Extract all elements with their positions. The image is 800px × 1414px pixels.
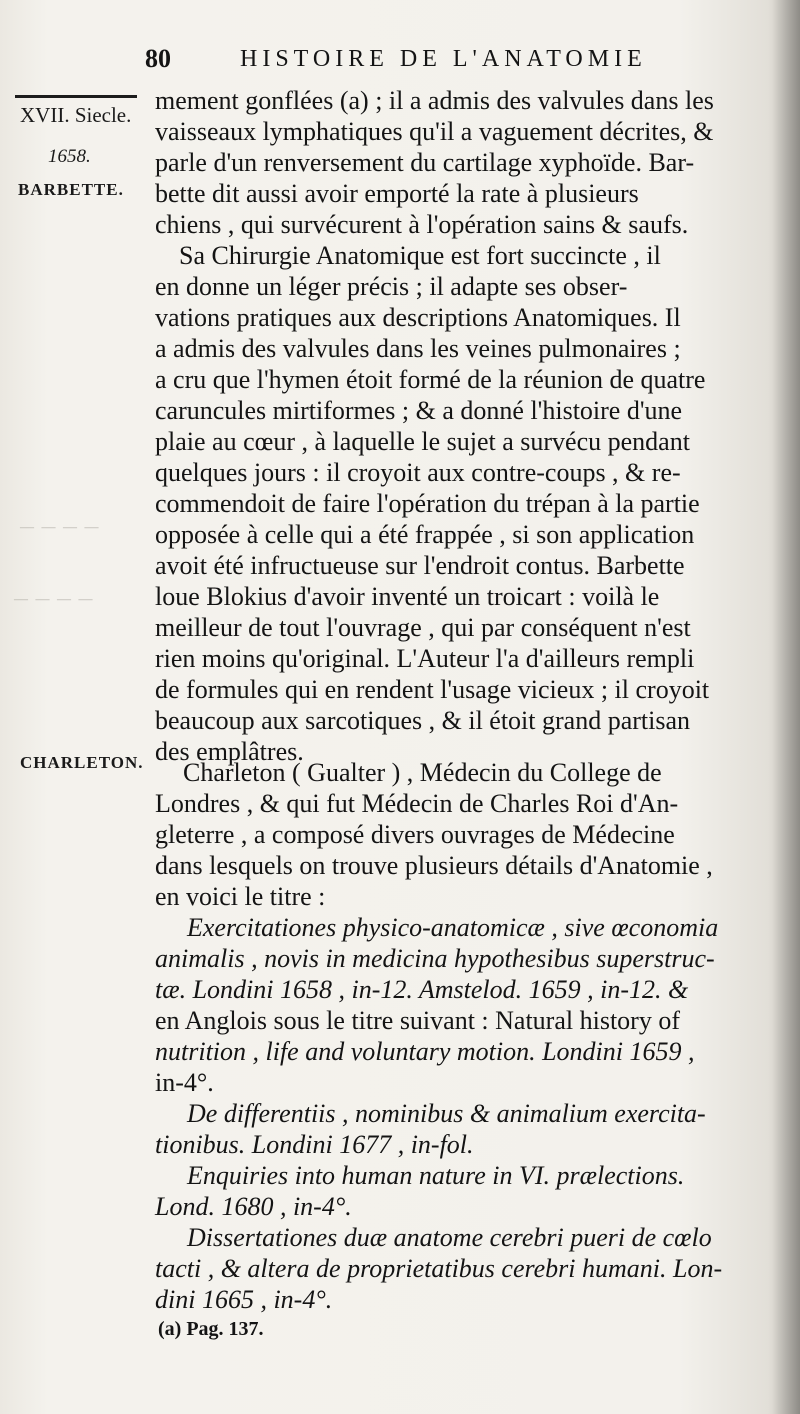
- text-line: Londres , & qui fut Médecin de Charles Roi d'An-: [155, 789, 679, 818]
- page-number: 80: [145, 44, 171, 73]
- text-line: de formules qui en rendent l'usage vicieux ; il croyoit: [155, 675, 710, 704]
- text-line: avoit été infructueuse sur l'endroit contus. Barbette: [155, 551, 685, 580]
- margin-century: XVII. Siecle.: [20, 103, 132, 127]
- text-line: commendoit de faire l'opération du trépan à la partie: [155, 489, 700, 518]
- text-line: Charleton ( Gualter ) , Médecin du College de: [183, 758, 662, 787]
- text-line: tæ. Londini 1658 , in-12. Amstelod. 1659 , in-12. &: [155, 975, 689, 1004]
- page-edge-shadow: [772, 0, 800, 1414]
- text-line: tacti , & altera de proprietatibus cerebri humani. Lon-: [155, 1254, 723, 1283]
- footnote: (a) Pag. 137.: [158, 1318, 264, 1340]
- text-line: dini 1665 , in-4°.: [155, 1285, 333, 1314]
- text-line: Exercitationes physico-anatomicæ , sive œconomia: [187, 913, 719, 942]
- text-line: a cru que l'hymen étoit formé de la réunion de quatre: [155, 365, 706, 394]
- text-line: quelques jours : il croyoit aux contre-coups , & re-: [155, 458, 681, 487]
- text-line: animalis , novis in medicina hypothesibus superstruc-: [155, 944, 715, 973]
- text-line: chiens , qui survécurent à l'opération sains & saufs.: [155, 210, 689, 239]
- show-through-text: — — — —: [20, 520, 101, 535]
- text-line: caruncules mirtiformes ; & a donné l'histoire d'une: [155, 396, 683, 425]
- margin-year: 1658.: [48, 146, 91, 167]
- text-line: a admis des valvules dans les veines pulmonaires ;: [155, 334, 681, 363]
- text-line: en Anglois sous le titre suivant : Natural history of: [155, 1006, 680, 1035]
- margin-rule: [15, 95, 137, 98]
- text-line: plaie au cœur , à laquelle le sujet a survécu pendant: [155, 427, 690, 456]
- text-line: des emplâtres.: [155, 737, 304, 766]
- text-line: gleterre , a composé divers ouvrages de Médecine: [155, 820, 675, 849]
- text-line: tionibus. Londini 1677 , in-fol.: [155, 1130, 474, 1159]
- text-line: beaucoup aux sarcotiques , & il étoit grand partisan: [155, 706, 691, 735]
- margin-name-barbette: BARBETTE.: [18, 180, 124, 199]
- text-line: vaisseaux lymphatiques qu'il a vaguement décrites, &: [155, 117, 714, 146]
- text-line: rien moins qu'original. L'Auteur l'a d'ailleurs rempli: [155, 644, 695, 673]
- text-line: en donne un léger précis ; il adapte ses obser-: [155, 272, 628, 301]
- text-line: meilleur de tout l'ouvrage , qui par conséquent n'est: [155, 613, 691, 642]
- text-line: Sa Chirurgie Anatomique est fort succincte , il: [179, 241, 661, 270]
- text-line: in-4°.: [155, 1068, 214, 1097]
- text-line: en voici le titre :: [155, 882, 326, 911]
- text-line: vations pratiques aux descriptions Anatomiques. Il: [155, 303, 681, 332]
- text-line: bette dit aussi avoir emporté la rate à plusieurs: [155, 179, 639, 208]
- running-title: HISTOIRE DE L'ANATOMIE: [240, 46, 647, 72]
- text-line: nutrition , life and voluntary motion. Londini 1659 ,: [155, 1037, 695, 1066]
- text-line: parle d'un renversement du cartilage xyphoïde. Bar-: [155, 148, 695, 177]
- text-line: loue Blokius d'avoir inventé un troicart : voilà le: [155, 582, 660, 611]
- show-through-text: — — — —: [14, 592, 95, 607]
- text-line: Lond. 1680 , in-4°.: [155, 1192, 352, 1221]
- text-line: dans lesquels on trouve plusieurs détails d'Anatomie ,: [155, 851, 713, 880]
- text-line: Enquiries into human nature in VI. prælections.: [187, 1161, 685, 1190]
- page-header: [145, 44, 685, 84]
- text-line: De differentiis , nominibus & animalium exercita-: [187, 1099, 706, 1128]
- text-line: Dissertationes duæ anatome cerebri pueri de cœlo: [187, 1223, 712, 1252]
- text-line: opposée à celle qui a été frappée , si son application: [155, 520, 695, 549]
- margin-name-charleton: CHARLETON.: [20, 753, 144, 772]
- text-line: mement gonflées (a) ; il a admis des valvules dans les: [155, 86, 714, 115]
